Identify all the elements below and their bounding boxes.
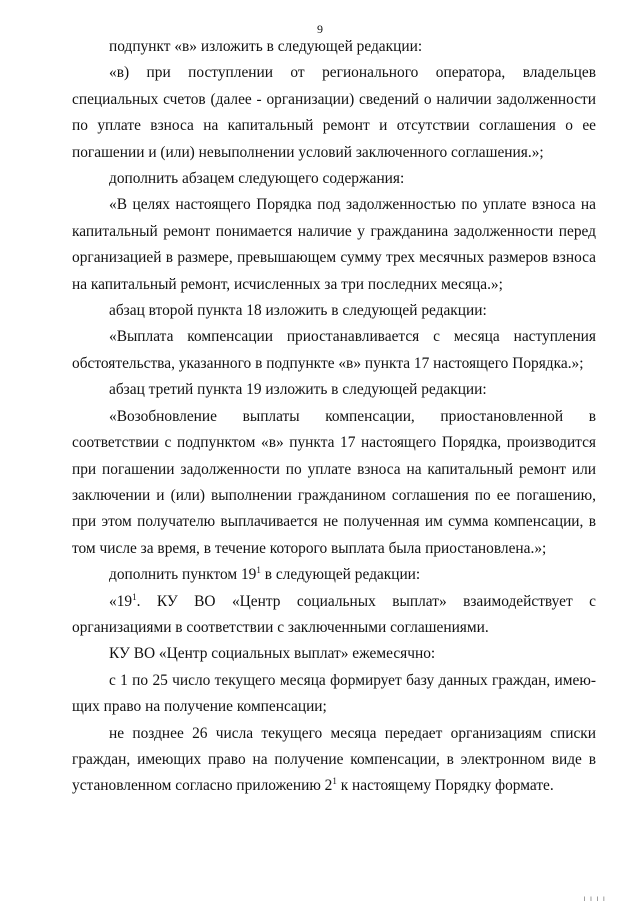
superscript: 1 <box>256 565 261 576</box>
text-run: «Выплата компенсации приостанавливается с месяца наступления обстоятельства, указанного в подпункте «в» пункта 17 настоящего Порядка.»; <box>72 328 596 372</box>
text-run: дополнить пунктом 19 <box>109 566 257 584</box>
text-run: не позднее 26 числа текущего месяца передает организациям списки граждан, имеющих право на получение компенсации, в электронном виде в установленном согласно приложению 2 <box>72 724 596 795</box>
footer-scan-mark: ı ı ı ı <box>583 894 606 903</box>
text-run: . КУ ВО «Центр социальных выплат» взаимодействует с организациями в соответствии с заключенными соглашениями. <box>72 592 596 636</box>
text-run: абзац второй пункта 18 изложить в следующей редакции: <box>109 302 487 320</box>
paragraph <box>72 324 596 377</box>
paragraph <box>72 721 596 800</box>
paragraph <box>72 562 596 588</box>
paragraph <box>72 34 596 60</box>
paragraph <box>72 377 596 403</box>
text-run: «Возобновление выплаты компенсации, приостановленной в соответствии с подпунктом «в» пункта 17 настоящего Порядка, производится при погашении задолженности по уплате взноса на капитальный ремонт или заключении и (или) выполнении гражданином соглашения по ее погашению, при этом получателю выплачивается не полученная им сумма компенсации, в том числе за время, в течение которого выплата была приостановлена.»; <box>72 407 596 557</box>
text-run: к настоящему Порядку формате. <box>336 777 554 795</box>
paragraph <box>72 166 596 192</box>
paragraph <box>72 668 596 721</box>
page-number: 9 <box>317 22 323 36</box>
text-run: «В целях настоящего Порядка под задолженностью по уплате взноса на капитальный ремонт понимается наличие у гражданина задолженности перед организацией в размере, превышающем сумму трех месячных размеров взноса на капитальный ремонт, исчисленных за три последних месяца.»; <box>72 196 596 293</box>
text-run: «в) при поступлении от регионального оператора, владельцев специальных счетов (далее - организации) сведений о наличии задолженности по уплате взноса на капитальный ремонт и отсутствии соглашения о ее погашении и (или) невыполнении условий заключенного соглашения.»; <box>72 64 596 161</box>
paragraph <box>72 641 596 667</box>
superscript: 1 <box>332 776 337 787</box>
document-body <box>72 34 596 800</box>
text-run: в следующей редакции: <box>260 566 421 584</box>
paragraph <box>72 60 596 166</box>
paragraph <box>72 298 596 324</box>
text-run: абзац третий пункта 19 изложить в следующей редакции: <box>109 381 487 399</box>
paragraph <box>72 192 596 298</box>
text-run: «19 <box>109 592 133 610</box>
paragraph <box>72 589 596 642</box>
text-run: КУ ВО «Центр социальных выплат» ежемесячно: <box>109 645 436 663</box>
superscript: 1 <box>132 591 137 602</box>
paragraph <box>72 404 596 562</box>
text-run: подпункт «в» изложить в следующей редакции: <box>109 38 423 55</box>
text-run: дополнить абзацем следующего содержания: <box>109 170 405 188</box>
text-run: с 1 по 25 число текущего месяца формирует базу данных граждан, имеющих право на получение компенсации; <box>72 671 596 716</box>
